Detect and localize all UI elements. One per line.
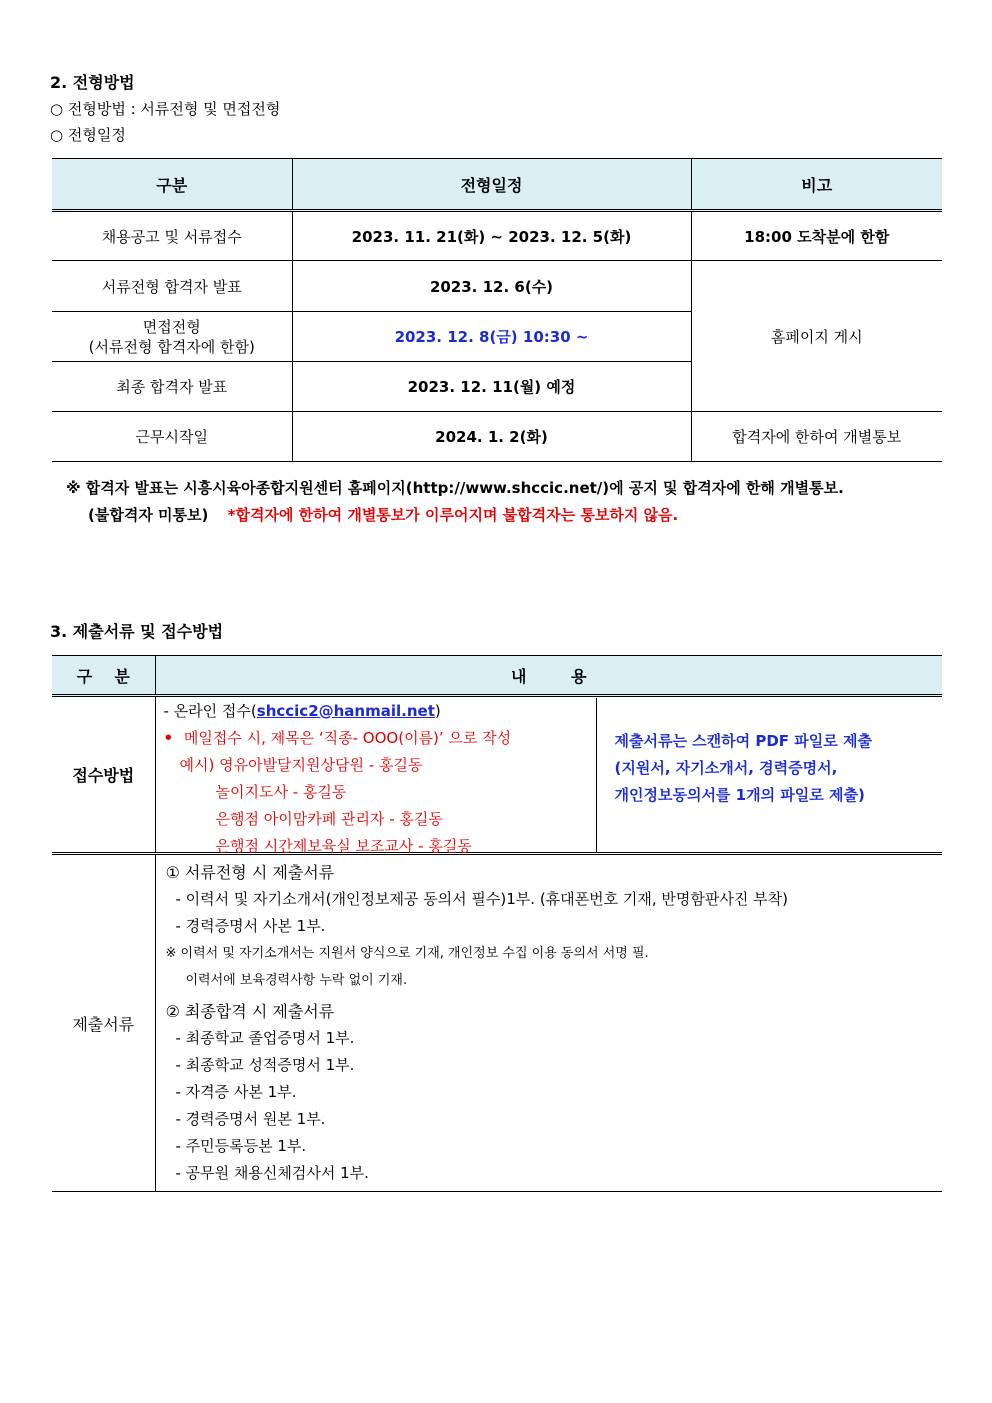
doc-item: - 경력증명서 원본 1부.	[175, 1110, 326, 1128]
example-line: 놀이지도사 - 홍길동	[215, 782, 347, 801]
header-category: 구분	[52, 159, 292, 211]
example-line: 은행점 시간제보육실 보조교사 - 홍길동	[215, 836, 472, 855]
section2-heading: 2. 전형방법	[50, 73, 135, 92]
row-schedule: 2023. 11. 21(화) ~ 2023. 12. 5(화)	[292, 211, 691, 261]
header-content: 내 용	[155, 656, 942, 696]
email-rule: 메일접수 시, 제목은 ‘직종- OOO(이름)’ 으로 작성	[183, 728, 512, 747]
online-suffix: )	[434, 701, 441, 720]
row-category: 서류전형 합격자 발표	[52, 261, 292, 312]
doc-item: - 최종학교 졸업증명서 1부.	[175, 1029, 355, 1047]
row-category: 채용공고 및 서류접수	[52, 211, 292, 261]
row-note: 합격자에 한하여 개별통보	[691, 412, 942, 462]
example-line: 은행점 아이맘카페 관리자 - 홍길동	[215, 809, 443, 828]
pdf-line: (지원서, 자기소개서, 경력증명서,	[614, 758, 838, 777]
table-row	[52, 261, 942, 312]
schedule-bullet: ○ 전형일정	[50, 126, 126, 144]
notice-line1: ※ 합격자 발표는 시흥시육아종합지원센터 홈페이지(http://www.shccic.net/)에 공지 및 합격자에 한해 개별통보.	[66, 479, 844, 497]
section3-heading: 3. 제출서류 및 접수방법	[50, 622, 224, 641]
email-rule-line	[164, 725, 596, 752]
online-prefix: - 온라인 접수(	[163, 701, 257, 720]
header-division: 구 분	[52, 656, 155, 696]
pdf-line: 개인정보동의서를 1개의 파일로 제출)	[614, 785, 865, 804]
online-line	[164, 698, 596, 725]
doc-item: - 공무원 채용신체검사서 1부.	[175, 1164, 369, 1182]
row-schedule: 2023. 12. 8(금) 10:30 ~	[292, 312, 691, 362]
group1-title: ① 서류전형 시 제출서류	[165, 863, 335, 882]
pdf-line: 제출서류는 스캔하여 PDF 파일로 제출	[614, 731, 872, 750]
documents-label: 제출서류	[52, 854, 155, 1192]
group2-title: ② 최종합격 시 제출서류	[165, 1002, 335, 1021]
submission-header-row	[52, 656, 942, 696]
header-schedule: 전형일정	[292, 159, 691, 211]
red-bullet: •	[163, 728, 174, 747]
method-left	[156, 698, 597, 855]
doc-item: - 최종학교 성적증명서 1부.	[175, 1056, 355, 1074]
row-schedule: 2023. 12. 6(수)	[292, 261, 691, 312]
method-row	[52, 696, 942, 854]
documents-row	[52, 854, 942, 1192]
example-line: 예시) 영유아발달지원상담원 - 홍길동	[179, 755, 423, 774]
header-note: 비고	[691, 159, 942, 211]
schedule-header-row	[52, 159, 942, 211]
doc-note: ※ 이력서 및 자기소개서는 지원서 양식으로 기재, 개인정보 수집 이용 동의서 서명 필.	[165, 946, 649, 961]
doc-item: - 이력서 및 자기소개서(개인정보제공 동의서 필수)1부. (휴대폰번호 기재, 반명함판사진 부착)	[175, 890, 788, 908]
method-content	[155, 696, 942, 854]
doc-item: - 자격증 사본 1부.	[175, 1083, 297, 1101]
interview-sublabel: (서류전형 합격자에 한함)	[88, 337, 255, 356]
documents-content	[155, 854, 942, 1192]
notice-line2	[88, 504, 678, 525]
email-link[interactable]: shccic2@hanmail.net	[256, 701, 435, 720]
doc-item: - 경력증명서 사본 1부.	[175, 917, 326, 935]
row-schedule: 2023. 12. 11(월) 예정	[292, 362, 691, 412]
method-right	[597, 698, 943, 852]
method-bullet: ○ 전형방법 : 서류전형 및 면접전형	[50, 100, 281, 118]
row-note: 18:00 도착분에 한함	[691, 211, 942, 261]
row-schedule: 2024. 1. 2(화)	[292, 412, 691, 462]
table-row	[52, 211, 942, 261]
row-category: 최종 합격자 발표	[52, 362, 292, 412]
notice-red: *합격자에 한하여 개별통보가 이루어지며 불합격자는 통보하지 않음.	[227, 506, 679, 524]
row-category	[52, 312, 292, 362]
doc-note: 이력서에 보육경력사항 누락 없이 기재.	[185, 973, 408, 988]
method-label: 접수방법	[52, 696, 155, 854]
interview-label: 면접전형	[142, 317, 201, 336]
table-row	[52, 412, 942, 462]
submission-table	[52, 655, 942, 1192]
notice-prefix: (불합격자 미통보)	[88, 506, 209, 524]
row-category: 근무시작일	[52, 412, 292, 462]
doc-item: - 주민등록등본 1부.	[175, 1137, 307, 1155]
row-note: 홈페이지 게시	[691, 261, 942, 412]
schedule-table	[52, 158, 942, 462]
